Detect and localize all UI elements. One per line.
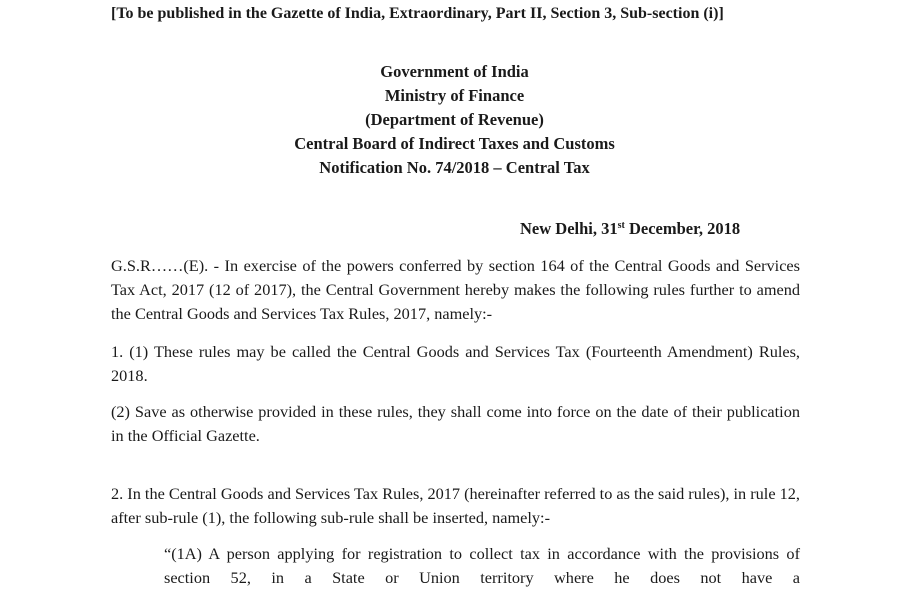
rule-1-1-paragraph: 1. (1) These rules may be called the Central Goods and Services Tax (Fourteenth Amendment) Rules, 2018. xyxy=(111,342,800,385)
place-and-date xyxy=(520,218,740,240)
header-ministry: Ministry of Finance xyxy=(384,86,525,105)
gsr-reference: G.S.R……(E). - xyxy=(111,256,220,275)
rule-2-paragraph: 2. In the Central Goods and Services Tax Rules, 2017 (hereinafter referred to as the said rules), in rule 12, after sub-rule (1), the following sub-rule shall be inserted, namely:- xyxy=(111,484,800,527)
header-board: Central Board of Indirect Taxes and Customs xyxy=(294,134,615,153)
preamble-text: In exercise of the powers conferred by section 164 of the Central Goods and Services Tax Act, 2017 (12 of 2017), the Central Government hereby makes the following rules further to amend the Central Goods and Services Tax Rules, 2017, namely:- xyxy=(111,256,800,323)
preamble-paragraph xyxy=(111,254,800,326)
rule-1-2-paragraph: (2) Save as otherwise provided in these rules, they shall come into force on the date of their publication in the Official Gazette. xyxy=(111,402,800,445)
header-government: Government of India xyxy=(380,62,529,81)
gazette-publication-note: [To be published in the Gazette of India, Extraordinary, Part II, Section 3, Sub-section (i)] xyxy=(111,5,724,22)
place-date-rest: December, 2018 xyxy=(624,219,741,238)
header-notification-number: Notification No. 74/2018 – Central Tax xyxy=(319,158,590,177)
header-department: (Department of Revenue) xyxy=(365,110,544,129)
place-date-ordinal: st xyxy=(617,220,625,231)
inserted-sub-rule-quote: “(1A) A person applying for registration to collect tax in accordance with the provisions of section 52, in a State or Union territory where he does not have a xyxy=(164,544,800,587)
place-date-prefix: New Delhi, 31 xyxy=(520,219,618,238)
